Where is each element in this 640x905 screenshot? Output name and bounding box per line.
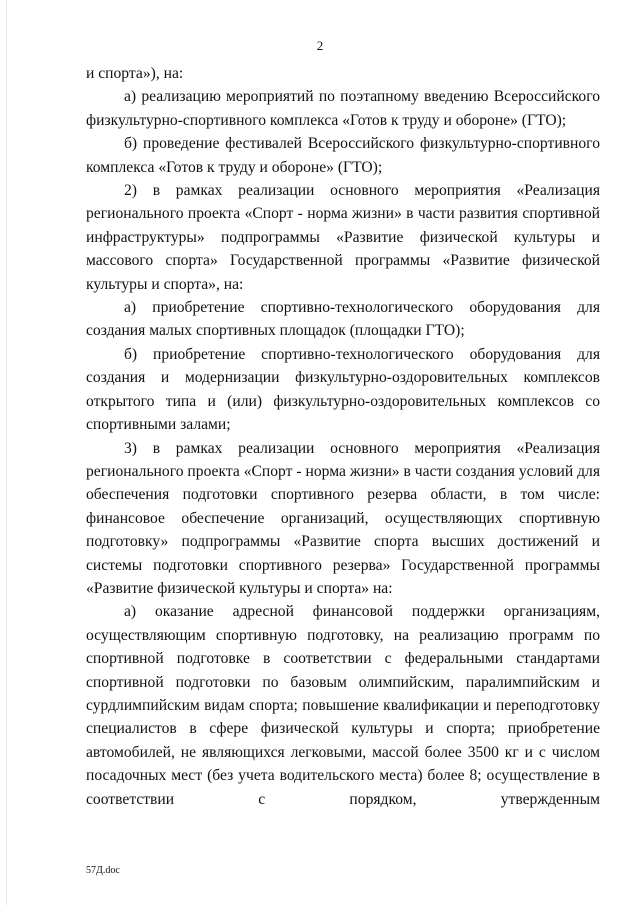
scan-edge-divider xyxy=(6,0,7,905)
paragraph-item-2b: б) приобретение спортивно-технологического оборудования для создания и модернизации физкультурно-оздоровительных комплексов открытого типа и (или) физкультурно-оздоровительных комплексов со спортивными залами; xyxy=(86,345,600,434)
paragraph-continuation: и спорта»), на: xyxy=(86,65,184,82)
paragraph-item-3: 3) в рамках реализации основного мероприятия «Реализация регионального проекта «Спорт - норма жизни» в части создания условий для обеспечения подготовки спортивного резерва области, в том числе: финансовое обеспечение организаций, осуществляющих спортивную подготовку» подпрограммы «Развитие спорта высших достижений и системы подготовки спортивного резерва» Государственной программы «Развитие физической культуры и спорта» на: xyxy=(86,439,600,597)
paragraph-item-3a: а) оказание адресной финансовой поддержки организациям, осуществляющим спортивную подготовку, на реализацию программ по спортивной подготовке в соответствии с федеральными стандартами спортивной подготовки по базовым олимпийским, паралимпийским и сурдлимпийским видам спорта; повышение квалификации и переподготовку специалистов в сфере физической культуры и спорта; приобретение автомобилей, не являющихся легковыми, массой более 3500 кг и с числом посадочных мест (без учета водительского места) более 8; осуществление в соответствии с порядком, утвержденным xyxy=(86,603,600,808)
paragraph-item-2: 2) в рамках реализации основного мероприятия «Реализация регионального проекта «Спорт - норма жизни» в части развития спортивной инфраструктуры» подпрограммы «Развитие физической культуры и массового спорта» Государственной программы «Развитие физической культуры и спорта», на: xyxy=(86,182,600,293)
paragraph-item-b: б) проведение фестивалей Всероссийского физкультурно-спортивного комплекса «Готов к труду и обороне» (ГТО); xyxy=(86,135,600,176)
page-number: 2 xyxy=(316,38,324,53)
paragraph-item-a: а) реализацию мероприятий по поэтапному введению Всероссийского физкультурно-спортивного комплекса «Готов к труду и обороне» (ГТО); xyxy=(86,88,600,129)
footer-filename: 57Д.doc xyxy=(86,865,120,876)
document-body xyxy=(86,62,600,811)
paragraph-item-2a: а) приобретение спортивно-технологического оборудования для создания малых спортивных площадок (площадки ГТО); xyxy=(86,299,600,340)
